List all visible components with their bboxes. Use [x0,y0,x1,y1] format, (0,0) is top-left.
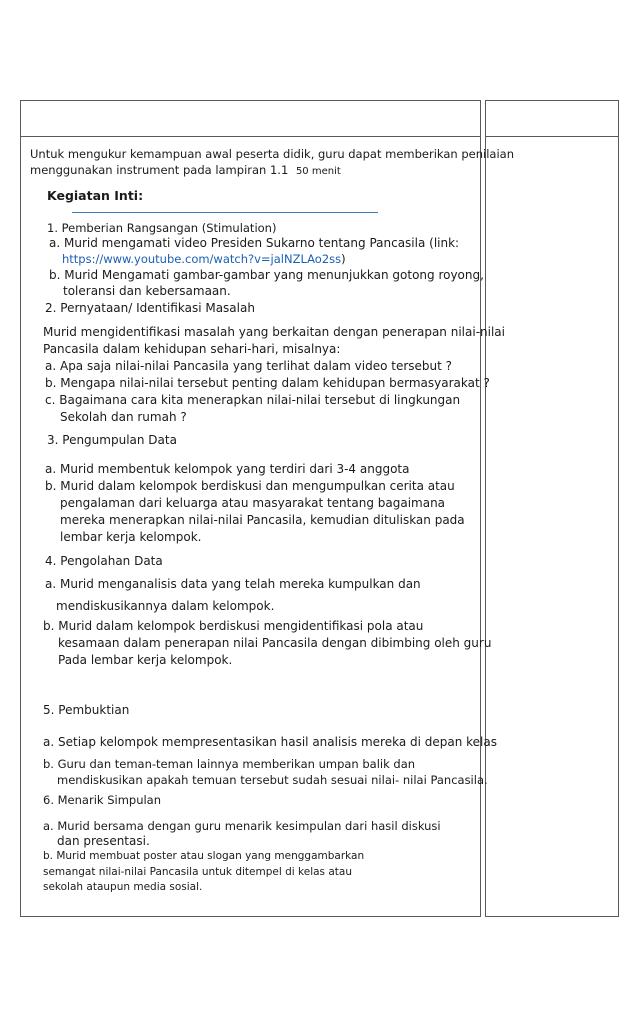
section-heading: Kegiatan Inti: [47,188,144,203]
section-2-item-c-line-1: c. Bagaimana cara kita menerapkan nilai-nilai tersebut di lingkungan [45,393,461,407]
section-5-title: 5. Pembuktian [43,703,130,717]
section-4-item-a-line-1: a. Murid menganalisis data yang telah mereka kumpulkan dan [45,577,421,591]
section-2-item-c-line-2: Sekolah dan rumah ? [60,410,187,424]
section-4-title: 4. Pengolahan Data [45,554,163,568]
video-link[interactable]: https://www.youtube.com/watch?v=jalNZLAo2ss [62,252,342,266]
section-5-item-b-line-2: mendiskusikan apakah temuan tersebut sudah sesuai nilai- nilai Pancasila. [57,773,488,787]
section-6-item-a-line-1: a. Murid bersama dengan guru menarik kesimpulan dari hasil diskusi [43,819,441,833]
section-2-item-b: b. Mengapa nilai-nilai tersebut penting dalam kehidupan bermasyarakat ? [45,376,490,390]
table-cell-top-right [485,100,619,137]
table-cell-right-column [485,137,619,917]
section-4-item-b-line-2: kesamaan dalam penerapan nilai Pancasila dengan dibimbing oleh guru [58,636,492,650]
section-2-title: 2. Pernyataan/ Identifikasi Masalah [45,301,255,315]
section-1-link-line [62,251,346,267]
intro-line-1: Untuk mengukur kemampuan awal peserta didik, guru dapat memberikan penilaian [30,147,514,161]
heading-divider [72,212,378,213]
section-2-paragraph-line-2: Pancasila dalam kehidupan sehari-hari, misalnya: [43,342,341,356]
section-1-item-b-line-2: toleransi dan kebersamaan. [63,284,231,298]
section-6-item-b-line-2: semangat nilai-nilai Pancasila untuk ditempel di kelas atau [43,866,352,878]
section-1-item-b-line-1: b. Murid Mengamati gambar-gambar yang menunjukkan gotong royong, [49,268,484,282]
section-3-item-b-line-3: mereka menerapkan nilai-nilai Pancasila, kemudian dituliskan pada [60,513,465,527]
intro-text: menggunakan instrument pada lampiran 1.1 [30,163,289,177]
section-3-item-a: a. Murid membentuk kelompok yang terdiri dari 3-4 anggota [45,462,410,476]
section-1-title: 1. Pemberian Rangsangan (Stimulation) [47,221,277,235]
section-3-title: 3. Pengumpulan Data [47,433,177,447]
section-6-item-b-line-1: b. Murid membuat poster atau slogan yang menggambarkan [43,850,365,862]
section-4-item-b-line-1: b. Murid dalam kelompok berdiskusi mengidentifikasi pola atau [43,619,424,633]
section-4-item-a-line-2: mendiskusikannya dalam kelompok. [56,599,275,613]
section-1-item-a: a. Murid mengamati video Presiden Sukarno tentang Pancasila (link: [49,236,460,250]
section-6-item-b-line-3: sekolah ataupun media sosial. [43,881,203,893]
section-4-item-b-line-3: Pada lembar kerja kelompok. [58,653,233,667]
link-close: ) [341,252,346,266]
section-5-item-b-line-1: b. Guru dan teman-teman lainnya memberikan umpan balik dan [43,757,416,771]
section-3-item-b-line-1: b. Murid dalam kelompok berdiskusi dan mengumpulkan cerita atau [45,479,455,493]
intro-line-2 [30,162,341,180]
section-3-item-b-line-4: lembar kerja kelompok. [60,530,202,544]
section-2-paragraph-line-1: Murid mengidentifikasi masalah yang berkaitan dengan penerapan nilai-nilai [43,325,505,339]
table-cell-top-left [20,100,481,137]
section-5-item-a: a. Setiap kelompok mempresentasikan hasil analisis mereka di depan kelas [43,735,497,749]
time-allocation: 50 menit [295,166,341,177]
section-2-item-a: a. Apa saja nilai-nilai Pancasila yang terlihat dalam video tersebut ? [45,359,453,373]
section-3-item-b-line-2: pengalaman dari keluarga atau masyarakat tentang bagaimana [60,496,446,510]
section-6-item-a-line-2: dan presentasi. [57,834,150,848]
section-6-title: 6. Menarik Simpulan [43,793,162,807]
